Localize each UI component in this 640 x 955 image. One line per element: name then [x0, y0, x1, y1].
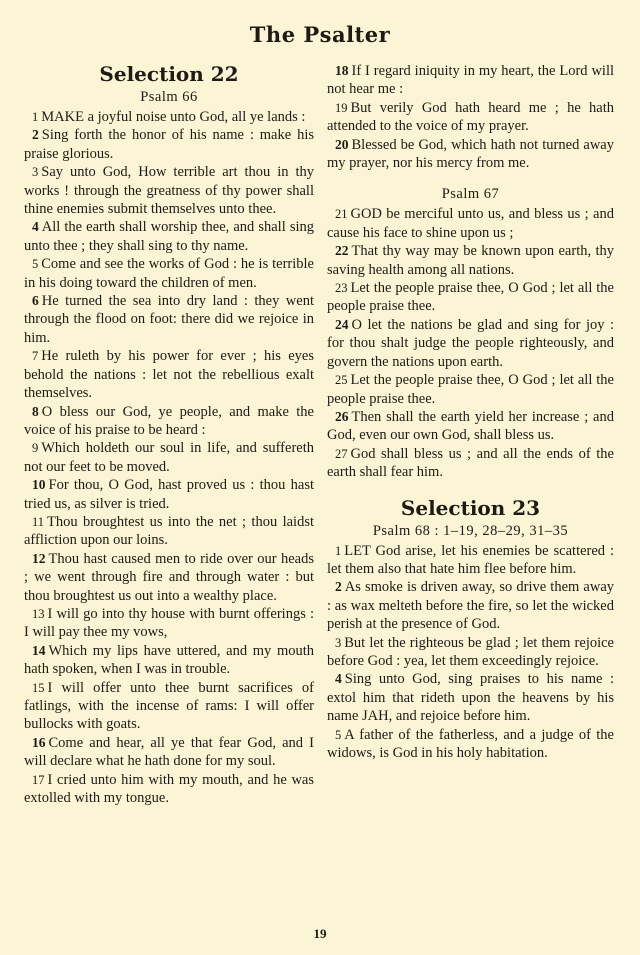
verse-number: 23: [335, 281, 348, 296]
verse: [24, 642, 314, 679]
verse: [24, 163, 314, 218]
verse-text: Sing unto God, sing praises to his name : extol him that rideth upon the heavens by his name JAH, and rejoice before him.: [327, 671, 614, 725]
verse: [327, 578, 614, 633]
verse-number: 12: [32, 550, 46, 566]
verse: [24, 439, 314, 476]
verse: [24, 403, 314, 440]
verse-text: All the earth shall worship thee, and shall sing unto thee ; they shall sing to thy name.: [24, 219, 314, 254]
verse-number: 13: [32, 606, 45, 621]
verse: [24, 292, 314, 347]
verse-number: 15: [32, 680, 45, 695]
verse-number: 14: [32, 642, 46, 658]
verse-number: 5: [335, 727, 342, 742]
verse-number: 3: [335, 635, 342, 650]
verse: [327, 445, 614, 482]
verse-text: MAKE a joyful noise unto God, all ye lands :: [41, 109, 306, 125]
verse: [24, 605, 314, 642]
verse-list-psalm-66-cont: [327, 62, 614, 172]
verse-text: He ruleth by his power for ever ; his eyes behold the nations : let not the rebellious exalt themselves.: [24, 348, 314, 402]
verse-list-psalm-68: [327, 542, 614, 763]
verse-number: 17: [32, 772, 45, 787]
verse-text: Which holdeth our soul in life, and suffereth not our feet to be moved.: [24, 440, 314, 475]
verse-text: Say unto God, How terrible art thou in thy works ! through the greatness of thy power shall thine enemies submit themselves unto thee.: [24, 164, 314, 218]
verse-number: 22: [335, 243, 349, 259]
verse-number: 24: [335, 316, 349, 332]
verse-number: 26: [335, 408, 349, 424]
verse-number: 18: [335, 63, 349, 78]
selection-23-heading: Selection 23: [400, 495, 541, 520]
verse: [24, 550, 314, 605]
verse: [327, 99, 614, 136]
verse-number: 5: [32, 257, 39, 272]
verse: [327, 408, 614, 445]
verse-text: I cried unto him with my mouth, and he was extolled with my tongue.: [24, 771, 314, 807]
verse-number: 27: [335, 446, 348, 461]
verse-number: 6: [32, 293, 39, 309]
left-column: [24, 62, 314, 807]
verse-text: Then shall the earth yield her increase ; and God, even our own God, shall bless us.: [327, 408, 614, 444]
verse: [327, 279, 614, 316]
verse-text: But verily God hath heard me ; he hath attended to the voice of my prayer.: [327, 99, 614, 135]
verse: [327, 242, 614, 279]
verse-text: Blessed be God, which hath not turned away my prayer, nor his mercy from me.: [327, 136, 614, 172]
verse: [327, 316, 614, 371]
verse-text: O let the nations be glad and sing for joy : for thou shalt judge the people righteously, and govern the nations upon earth.: [327, 316, 614, 370]
verse: [327, 136, 614, 173]
verse: [24, 476, 314, 513]
verse: [24, 255, 314, 292]
verse-text: A father of the fatherless, and a judge of the widows, is God in his holy habitation.: [327, 726, 614, 761]
verse-text: I will offer unto thee burnt sacrifices of fatlings, with the incense of rams: I will offer bullocks with goats.: [24, 679, 314, 733]
verse: [327, 634, 614, 671]
verse-text: I will go into thy house with burnt offerings : I will pay thee my vows,: [24, 605, 314, 641]
verse-number: 11: [32, 514, 45, 529]
verse-text: Thou hast caused men to ride over our heads ; we went through fire and through water : but thou broughtest us out into a wealthy place.: [24, 550, 314, 604]
psalm-68-heading: Psalm 68 : 1–19, 28–29, 31–35: [372, 522, 569, 539]
verse-list-psalm-67: [327, 205, 614, 481]
verse: [24, 734, 314, 771]
verse: [24, 347, 314, 402]
verse: [327, 205, 614, 242]
selection-22-heading: Selection 22: [99, 62, 239, 86]
verse-text: Which my lips have uttered, and my mouth hath spoken, when I was in trouble.: [24, 642, 314, 678]
verse-text: Come and see the works of God : he is terrible in his doing toward the children of men.: [24, 256, 314, 291]
page-number: 19: [313, 926, 327, 941]
verse: [24, 218, 314, 255]
verse: [24, 771, 314, 808]
verse-number: 7: [32, 349, 39, 364]
verse-text: As smoke is driven away, so drive them away : as wax melteth before the fire, so let the wicked perish at the presence of God.: [327, 579, 614, 633]
verse-list-psalm-66: [24, 108, 314, 807]
verse-text: God shall bless us ; and all the ends of the earth shall fear him.: [327, 445, 614, 481]
verse-text: That thy way may be known upon earth, thy saving health among all nations.: [327, 243, 614, 278]
verse-number: 9: [32, 441, 39, 456]
verse-number: 1: [335, 543, 342, 558]
verse: [24, 513, 314, 550]
verse-number: 1: [32, 110, 39, 124]
verse-text: Let the people praise thee, O God ; let all the people praise thee.: [327, 372, 614, 407]
verse-text: LET God arise, let his enemies be scattered : let them also that hate him flee before him.: [327, 542, 614, 577]
verse-text: Let the people praise thee, O God ; let all the people praise thee.: [327, 280, 614, 315]
verse-number: 21: [335, 207, 348, 222]
verse-number: 2: [335, 579, 342, 595]
verse-number: 4: [32, 219, 39, 235]
verse-number: 19: [335, 100, 348, 115]
right-column: [327, 62, 614, 762]
verse-number: 20: [335, 136, 349, 152]
verse-number: 10: [32, 477, 46, 493]
verse: [327, 371, 614, 408]
verse: [327, 62, 614, 99]
verse-text: O bless our God, ye people, and make the voice of his praise to be heard :: [24, 403, 314, 438]
verse-number: 3: [32, 165, 39, 180]
verse-text: GOD be merciful unto us, and bless us ; and cause his face to shine upon us ;: [327, 206, 614, 241]
psalm-66-heading: Psalm 66: [140, 89, 198, 105]
verse: [327, 542, 614, 579]
verse-text: Sing forth the honor of his name : make his praise glorious.: [24, 127, 314, 162]
verse: [24, 126, 314, 163]
verse-text: Come and hear, all ye that fear God, and I will declare what he hath done for my soul.: [24, 734, 314, 770]
verse-text: He turned the sea into dry land : they went through the flood on foot: there did we rejoice in him.: [24, 293, 314, 346]
verse-number: 25: [335, 373, 348, 388]
verse: [327, 726, 614, 763]
verse-number: 4: [335, 671, 342, 687]
verse-text: But let the righteous be glad ; let them rejoice before God : yea, let them exceedingly rejoice.: [327, 634, 614, 669]
psalm-67-heading: Psalm 67: [441, 186, 500, 203]
verse-text: If I regard iniquity in my heart, the Lord will not hear me :: [327, 63, 614, 98]
verse: [24, 108, 314, 126]
verse-number: 2: [32, 127, 39, 143]
running-head: The Psalter: [249, 22, 391, 47]
verse-text: Thou broughtest us into the net ; thou laidst affliction upon our loins.: [24, 513, 314, 549]
verse: [24, 679, 314, 734]
verse: [327, 670, 614, 725]
verse-number: 16: [32, 734, 46, 750]
verse-text: For thou, O God, hast proved us : thou hast tried us, as silver is tried.: [24, 477, 314, 512]
verse-number: 8: [32, 403, 39, 419]
